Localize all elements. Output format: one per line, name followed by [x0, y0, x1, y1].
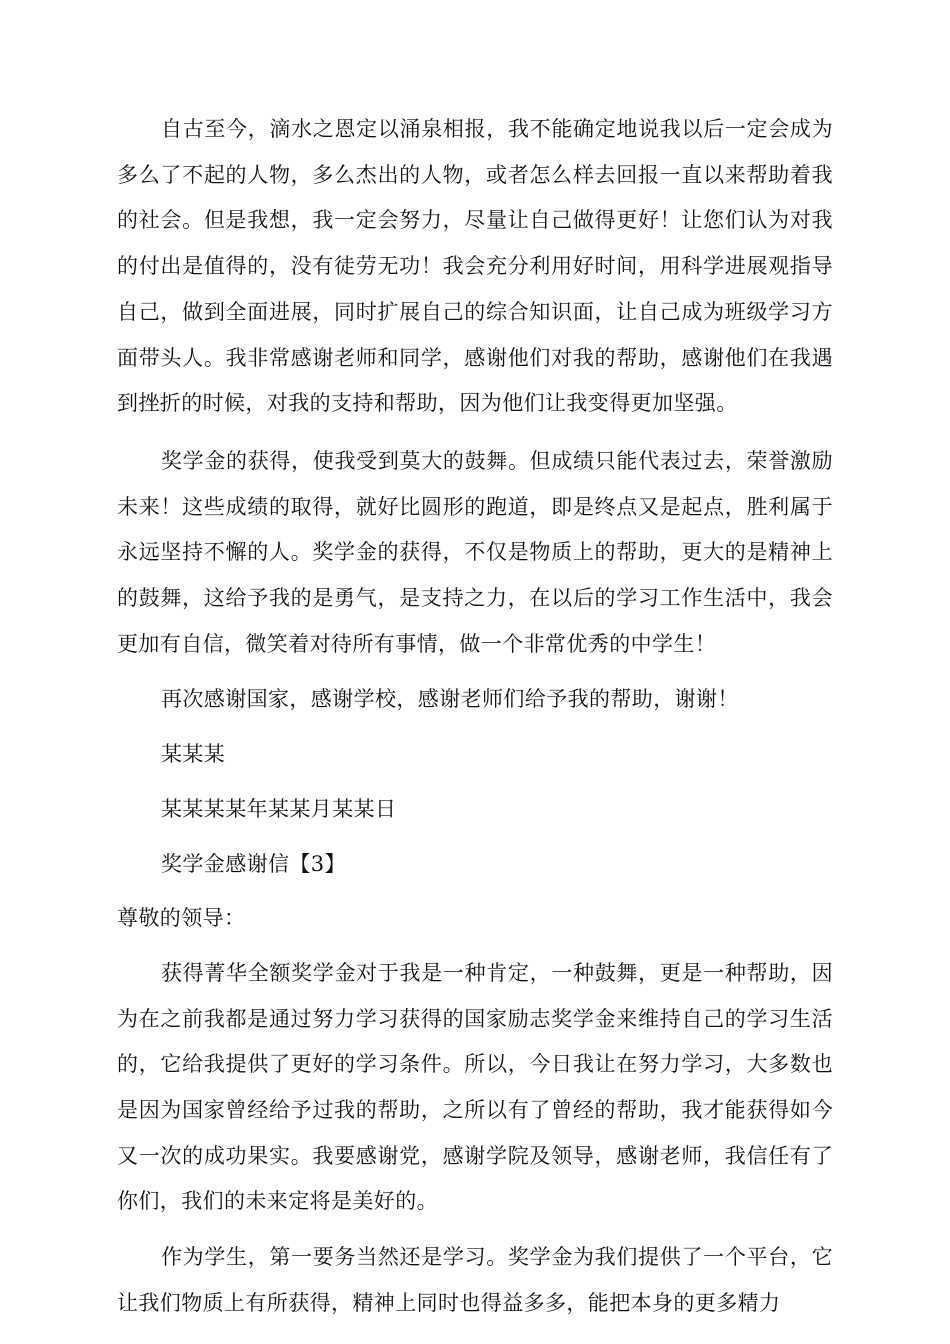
document-page: [117, 107, 833, 1327]
paragraph-gratitude-society: 自古至今，滴水之恩定以涌泉相报，我不能确定地说我以后一定会成为多么了不起的人物，多么杰出的人物，或者怎么样去回报一直以来帮助着我的社会。但是我想，我一定会努力，尽量让自己做得更好！让您们认为对我的付出是值得的，没有徒劳无功！我会充分利用好时间，用科学进展观指导自己，做到全面进展，同时扩展自己的综合知识面，让自己成为班级学习方面带头人。我非常感谢老师和同学，感谢他们对我的帮助，感谢他们在我遇到挫折的时候，对我的支持和帮助，因为他们让我变得更加坚强。: [117, 117, 833, 416]
salutation: 尊敬的领导：: [117, 906, 246, 931]
paragraph-student-duty: 作为学生，第一要务当然还是学习。奖学金为我们提供了一个平台，它让我们物质上有所获得，精神上同时也得益多多，能把本身的更多精力: [117, 1245, 833, 1315]
paragraph-full-scholarship: 获得菁华全额奖学金对于我是一种肯定，一种鼓舞，更是一种帮助，因为在之前我都是通过努力学习获得的国家励志奖学金来维持自己的学习生活的，它给我提供了更好的学习条件。所以，今日我让在努力学习，大多数也是因为国家曾经给予过我的帮助，之所以有了曾经的帮助，我才能获得如今又一次的成功果实。我要感谢党，感谢学院及领导，感谢老师，我信任有了你们，我们的未来定将是美好的。: [117, 960, 833, 1214]
signature: 某某某: [161, 742, 226, 767]
paragraph-scholarship-encouragement: 奖学金的获得，使我受到莫大的鼓舞。但成绩只能代表过去，荣誉激励未来！这些成绩的取得，就好比圆形的跑道，即是终点又是起点，胜利属于永远坚持不懈的人。奖学金的获得，不仅是物质上的帮助，更大的是精神上的鼓舞，这给予我的是勇气，是支持之力，在以后的学习工作生活中，我会更加有自信，微笑着对待所有事情，做一个非常优秀的中学生！: [117, 448, 833, 656]
paragraph-thanks-closing: 再次感谢国家，感谢学校，感谢老师们给予我的帮助，谢谢！: [161, 687, 739, 712]
section-title: 奖学金感谢信【3】: [161, 851, 346, 876]
date-line: 某某某某年某某月某某日: [161, 796, 397, 821]
